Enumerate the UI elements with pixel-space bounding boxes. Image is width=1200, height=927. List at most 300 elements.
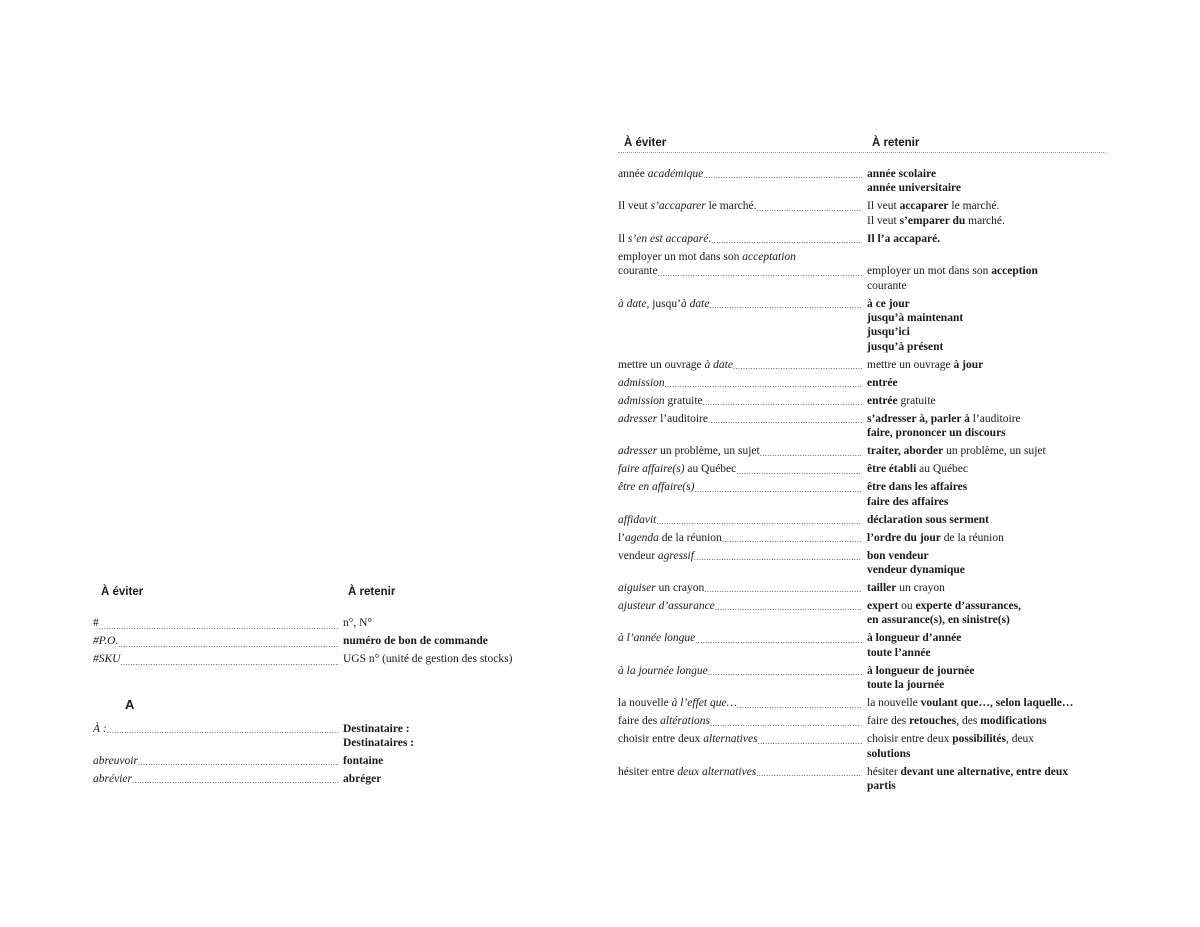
keep-text: fontaine xyxy=(343,755,384,767)
keep-term xyxy=(867,765,1068,794)
keep-text: faire des xyxy=(867,715,910,728)
keep-line xyxy=(867,779,1068,793)
keep-term xyxy=(343,632,488,650)
avoid-term xyxy=(618,167,862,181)
keep-text: UGS n° (unité de gestion des stocks) xyxy=(343,653,513,665)
avoid-text: # xyxy=(93,617,99,629)
table-row xyxy=(618,412,1118,441)
table-row xyxy=(618,732,1118,761)
keep-text: solutions xyxy=(867,747,911,760)
keep-line xyxy=(867,696,1073,710)
keep-term xyxy=(867,513,989,527)
keep-text: courante xyxy=(867,279,907,292)
avoid-text: affidavit xyxy=(618,513,657,526)
dot-leader xyxy=(760,448,862,459)
avoid-term xyxy=(93,772,339,786)
avoid-text: mettre un ouvrage xyxy=(618,358,705,371)
avoid-term-text xyxy=(618,765,756,779)
dot-leader xyxy=(695,635,862,646)
keep-term xyxy=(343,650,512,668)
keep-line xyxy=(867,311,963,325)
avoid-term-text xyxy=(618,462,736,476)
keep-text: bon vendeur xyxy=(867,549,929,562)
keep-text: , des xyxy=(956,715,981,728)
table-row xyxy=(618,696,1118,710)
keep-text: s’adresser à, parler à xyxy=(867,412,970,425)
avoid-term-text xyxy=(618,199,757,213)
avoid-text: à la journée longue xyxy=(618,664,708,677)
keep-term xyxy=(343,772,381,786)
avoid-text: à date xyxy=(704,358,733,371)
keep-text: marché. xyxy=(965,214,1005,227)
keep-text: hésiter xyxy=(867,765,901,778)
keep-text: être établi xyxy=(867,463,917,476)
avoid-term-text xyxy=(93,632,118,650)
avoid-term-text xyxy=(93,650,120,668)
avoid-text: agenda xyxy=(625,531,659,544)
keep-term xyxy=(343,754,383,768)
avoid-text: année xyxy=(618,168,648,180)
dot-leader xyxy=(708,415,862,426)
keep-line xyxy=(343,754,383,768)
dot-leader xyxy=(138,757,339,768)
dot-leader xyxy=(711,235,862,246)
avoid-text: courante xyxy=(618,265,658,278)
keep-term xyxy=(867,581,945,595)
keep-text: faire, prononcer un discours xyxy=(867,427,1006,440)
keep-text: n°, N° xyxy=(343,617,373,629)
table-row xyxy=(618,376,1118,390)
avoid-term xyxy=(618,696,862,710)
keep-text: Il veut xyxy=(867,200,900,213)
avoid-term xyxy=(93,722,339,736)
keep-text: jusqu’ici xyxy=(867,326,910,339)
dot-leader xyxy=(757,203,863,214)
keep-text: année scolaire xyxy=(867,168,937,180)
avoid-term-text xyxy=(618,599,715,613)
keep-text: déclaration sous serment xyxy=(867,513,990,526)
keep-line xyxy=(867,214,1005,228)
avoid-text: un crayon xyxy=(655,582,705,595)
avoid-text: de la réunion xyxy=(658,531,722,544)
keep-line xyxy=(867,613,1021,627)
right-header-keep: À retenir xyxy=(872,137,920,149)
keep-line xyxy=(867,747,1034,761)
keep-term xyxy=(867,444,1046,458)
keep-line xyxy=(343,736,414,750)
avoid-term-text xyxy=(618,167,703,181)
avoid-text: agressif xyxy=(657,549,694,562)
keep-text: l’auditoire xyxy=(969,412,1021,425)
keep-text: mettre un ouvrage xyxy=(867,358,954,371)
avoid-text: , jusqu’ xyxy=(646,297,681,310)
avoid-term xyxy=(618,549,862,563)
keep-line xyxy=(867,340,963,354)
keep-text: en assurance(s), en sinistre(s) xyxy=(867,614,1010,627)
keep-term xyxy=(867,480,967,509)
dot-leader xyxy=(107,725,339,736)
keep-text: retouches xyxy=(909,715,957,728)
keep-text: le marché. xyxy=(948,200,1000,213)
keep-line xyxy=(867,279,1038,293)
keep-line xyxy=(867,358,983,372)
avoid-text: l’auditoire xyxy=(657,412,708,425)
keep-line xyxy=(867,549,965,563)
keep-term xyxy=(867,531,1004,545)
keep-line xyxy=(867,646,961,660)
avoid-text: s’en est accaparé. xyxy=(627,232,712,245)
table-row xyxy=(618,531,1118,545)
keep-line xyxy=(867,678,974,692)
keep-text: accaparer xyxy=(899,200,949,213)
avoid-text: la nouvelle xyxy=(618,697,672,710)
keep-line xyxy=(867,297,963,311)
avoid-text: vendeur xyxy=(618,549,658,562)
avoid-term-text xyxy=(618,232,711,246)
avoid-term-text xyxy=(618,732,758,746)
keep-term xyxy=(867,412,1021,441)
keep-line xyxy=(867,412,1021,426)
table-row xyxy=(618,714,1118,728)
keep-term xyxy=(867,358,983,372)
avoid-term xyxy=(618,394,862,408)
keep-text: traiter, aborder xyxy=(867,445,944,458)
keep-text: au Québec xyxy=(916,463,969,476)
left-symbols-table xyxy=(93,614,553,668)
avoid-term xyxy=(618,412,862,426)
dot-leader xyxy=(656,516,862,527)
avoid-text: gratuite xyxy=(664,394,703,407)
avoid-term-text xyxy=(93,754,138,768)
avoid-text: au Québec xyxy=(684,463,737,476)
table-row xyxy=(618,664,1118,693)
table-row xyxy=(618,394,1118,408)
table-row xyxy=(618,358,1118,372)
avoid-term-text xyxy=(618,297,709,311)
table-row xyxy=(618,444,1118,458)
dot-leader xyxy=(708,667,862,678)
avoid-term-text xyxy=(618,581,704,595)
table-row xyxy=(93,754,553,768)
avoid-term xyxy=(618,297,862,311)
section-letter-a: A xyxy=(125,697,135,712)
keep-line xyxy=(867,394,936,408)
table-row xyxy=(618,549,1118,578)
keep-line xyxy=(343,614,372,632)
avoid-term xyxy=(618,581,862,595)
left-header-keep: À retenir xyxy=(348,586,396,598)
keep-text: , deux xyxy=(1005,733,1035,746)
keep-term xyxy=(343,614,372,632)
avoid-term-text xyxy=(618,714,710,728)
keep-text: expert xyxy=(867,600,899,613)
avoid-term xyxy=(618,513,862,527)
dot-leader xyxy=(704,584,862,595)
keep-text: entrée xyxy=(867,376,898,389)
keep-term xyxy=(867,714,1047,728)
avoid-term xyxy=(618,376,862,390)
keep-text: vendeur dynamique xyxy=(867,564,965,577)
header-divider xyxy=(618,152,1106,153)
keep-text: être dans les affaires xyxy=(867,481,968,494)
keep-term xyxy=(867,549,965,578)
keep-text: toute la journée xyxy=(867,679,945,692)
keep-line xyxy=(867,631,961,645)
avoid-text: altérations xyxy=(660,715,710,728)
table-row xyxy=(618,581,1118,595)
dot-leader xyxy=(99,621,339,632)
dot-leader xyxy=(694,552,862,563)
avoid-text: #P.O. xyxy=(93,635,119,647)
keep-line xyxy=(867,765,1068,779)
avoid-term-text xyxy=(618,376,665,390)
keep-line xyxy=(867,714,1047,728)
dot-leader xyxy=(703,397,862,408)
avoid-term-text xyxy=(618,394,703,408)
avoid-term-text xyxy=(618,480,694,494)
avoid-text: aiguiser xyxy=(618,582,656,595)
table-row xyxy=(93,614,553,632)
right-header-avoid: À éviter xyxy=(624,137,667,149)
keep-line xyxy=(343,772,381,786)
keep-line xyxy=(867,480,967,494)
avoid-text: Il xyxy=(618,232,628,245)
avoid-term xyxy=(618,232,862,246)
avoid-text: admission xyxy=(618,376,665,389)
keep-line xyxy=(867,199,1005,213)
avoid-term-text xyxy=(93,772,132,786)
keep-text: à ce jour xyxy=(867,297,910,310)
keep-line xyxy=(867,664,974,678)
avoid-term-text xyxy=(618,444,760,458)
keep-text: l’ordre du jour xyxy=(867,531,941,544)
keep-text: acception xyxy=(991,265,1038,278)
avoid-text: acceptation xyxy=(742,250,796,263)
dot-leader xyxy=(737,700,862,711)
avoid-term xyxy=(93,614,339,632)
avoid-term-text xyxy=(618,549,694,563)
avoid-text: employer un mot dans son xyxy=(618,250,743,263)
keep-line xyxy=(867,599,1021,613)
keep-line xyxy=(867,426,1021,440)
avoid-term xyxy=(618,714,862,728)
keep-text: numéro de bon de commande xyxy=(343,635,488,647)
keep-text: entrée xyxy=(867,394,898,407)
avoid-term-text xyxy=(618,412,708,426)
table-row-prefix xyxy=(618,250,1118,264)
keep-term xyxy=(867,631,961,660)
avoid-term-text xyxy=(618,664,708,678)
keep-text: modifications xyxy=(980,715,1047,728)
table-row xyxy=(618,297,1118,355)
avoid-text: #SKU xyxy=(93,653,121,665)
keep-text: voulant que…, selon laquelle… xyxy=(920,697,1074,710)
keep-term xyxy=(343,722,414,750)
keep-term xyxy=(867,297,963,355)
keep-term xyxy=(867,199,1005,228)
keep-text: abréger xyxy=(343,773,382,785)
avoid-term-text xyxy=(618,358,733,372)
keep-line xyxy=(867,531,1004,545)
avoid-text: hésiter entre xyxy=(618,765,678,778)
dot-leader xyxy=(703,170,862,181)
avoid-term xyxy=(93,632,339,650)
avoid-term-text xyxy=(618,696,737,710)
avoid-text: adresser xyxy=(618,445,658,458)
dot-leader xyxy=(733,361,862,372)
avoid-term xyxy=(618,664,862,678)
right-table xyxy=(618,167,1118,797)
keep-text: employer un mot dans son xyxy=(867,265,992,278)
keep-term xyxy=(867,462,968,476)
keep-text: s’emparer du xyxy=(899,214,966,227)
keep-line xyxy=(867,581,945,595)
keep-text: Destinataires : xyxy=(343,737,415,749)
avoid-term xyxy=(93,754,339,768)
avoid-text: faire des xyxy=(618,715,661,728)
keep-text: devant une alternative, entre deux xyxy=(900,765,1069,778)
table-row xyxy=(618,599,1118,628)
keep-term xyxy=(867,732,1034,761)
avoid-term-text xyxy=(93,722,107,736)
table-row xyxy=(93,632,553,650)
avoid-text: faire affaire(s) xyxy=(618,463,685,476)
left-header-avoid: À éviter xyxy=(101,586,144,598)
dot-leader xyxy=(120,657,339,668)
keep-text: jusqu’à maintenant xyxy=(867,312,964,325)
avoid-term xyxy=(618,358,862,372)
table-row xyxy=(618,199,1118,228)
dot-leader xyxy=(715,602,862,613)
keep-text: choisir entre deux xyxy=(867,733,953,746)
keep-text: Il l’a accaparé. xyxy=(867,232,941,245)
avoid-text: un problème, un sujet xyxy=(657,445,760,458)
avoid-term xyxy=(618,732,862,746)
avoid-term xyxy=(618,462,862,476)
keep-term xyxy=(867,167,961,196)
dot-leader xyxy=(132,775,339,786)
keep-term xyxy=(867,696,1073,710)
dot-leader xyxy=(665,379,862,390)
keep-text: de la réunion xyxy=(940,531,1004,544)
avoid-text: l’ xyxy=(618,531,626,544)
avoid-term xyxy=(618,631,862,645)
avoid-text: admission xyxy=(618,394,665,407)
avoid-text: s’accaparer xyxy=(650,200,706,213)
avoid-term-text xyxy=(618,513,656,527)
keep-term xyxy=(867,376,898,390)
table-row xyxy=(618,631,1118,660)
avoid-text: deux alternatives xyxy=(677,765,757,778)
keep-text: jusqu’à présent xyxy=(867,340,944,353)
avoid-text: Il veut xyxy=(618,200,651,213)
keep-text: Il veut xyxy=(867,214,900,227)
dot-leader xyxy=(736,466,862,477)
keep-text: toute l’année xyxy=(867,646,931,659)
avoid-term xyxy=(618,765,862,779)
avoid-text: adresser xyxy=(618,412,658,425)
avoid-term-text xyxy=(618,531,722,545)
keep-text: un crayon xyxy=(896,582,945,595)
keep-line xyxy=(867,167,961,181)
table-row xyxy=(618,264,1118,293)
keep-line xyxy=(867,495,967,509)
table-row xyxy=(618,513,1118,527)
keep-text: Destinataire : xyxy=(343,723,410,735)
keep-line xyxy=(867,444,1046,458)
avoid-text: abrévier xyxy=(93,773,132,785)
keep-line xyxy=(867,462,968,476)
table-row xyxy=(618,167,1118,196)
avoid-term xyxy=(618,444,862,458)
keep-text: à longueur de journée xyxy=(867,664,975,677)
keep-text: la nouvelle xyxy=(867,697,921,710)
avoid-text: à l’effet que… xyxy=(671,697,737,710)
keep-text: à longueur d’année xyxy=(867,632,962,645)
avoid-text: alternatives xyxy=(703,733,758,746)
avoid-text: ajusteur d’assurance xyxy=(618,600,715,613)
avoid-text: à date xyxy=(618,297,647,310)
keep-term xyxy=(867,599,1021,628)
keep-line xyxy=(867,732,1034,746)
avoid-term-text xyxy=(618,631,695,645)
keep-line xyxy=(867,325,963,339)
dot-leader xyxy=(709,300,862,311)
table-row xyxy=(618,462,1118,476)
keep-line xyxy=(867,513,989,527)
keep-line xyxy=(867,563,965,577)
avoid-term-text xyxy=(618,264,658,278)
keep-text: gratuite xyxy=(897,394,936,407)
table-row xyxy=(618,765,1118,794)
avoid-text: être en affaire(s) xyxy=(618,481,695,494)
avoid-text: à date xyxy=(680,297,710,310)
avoid-term xyxy=(618,531,862,545)
avoid-term xyxy=(618,599,862,613)
avoid-term-start xyxy=(618,250,796,264)
avoid-text: choisir entre deux xyxy=(618,733,704,746)
table-row xyxy=(618,480,1118,509)
dot-leader xyxy=(658,268,862,279)
avoid-term xyxy=(618,480,862,494)
dot-leader xyxy=(722,534,862,545)
avoid-text: à l’année longue xyxy=(618,632,696,645)
dot-leader xyxy=(758,736,862,747)
avoid-term xyxy=(618,264,862,278)
keep-text: ou xyxy=(898,600,916,613)
keep-text: partis xyxy=(867,780,896,793)
keep-term xyxy=(867,232,940,246)
keep-text: experte d’assurances, xyxy=(915,600,1021,613)
keep-line xyxy=(343,722,414,736)
table-row xyxy=(93,722,553,750)
keep-text: à jour xyxy=(953,358,984,371)
keep-line xyxy=(343,650,512,668)
avoid-text: abreuvoir xyxy=(93,755,138,767)
keep-text: tailler xyxy=(867,582,897,595)
avoid-term xyxy=(618,199,862,213)
keep-line xyxy=(867,376,898,390)
keep-line xyxy=(343,632,488,650)
keep-term xyxy=(867,264,1038,293)
keep-text: faire des affaires xyxy=(867,495,949,508)
avoid-text: À : xyxy=(93,723,107,735)
dot-leader xyxy=(118,639,339,650)
avoid-term xyxy=(93,650,339,668)
keep-line xyxy=(867,264,1038,278)
left-a-table xyxy=(93,722,553,790)
avoid-text: académique xyxy=(647,168,704,180)
